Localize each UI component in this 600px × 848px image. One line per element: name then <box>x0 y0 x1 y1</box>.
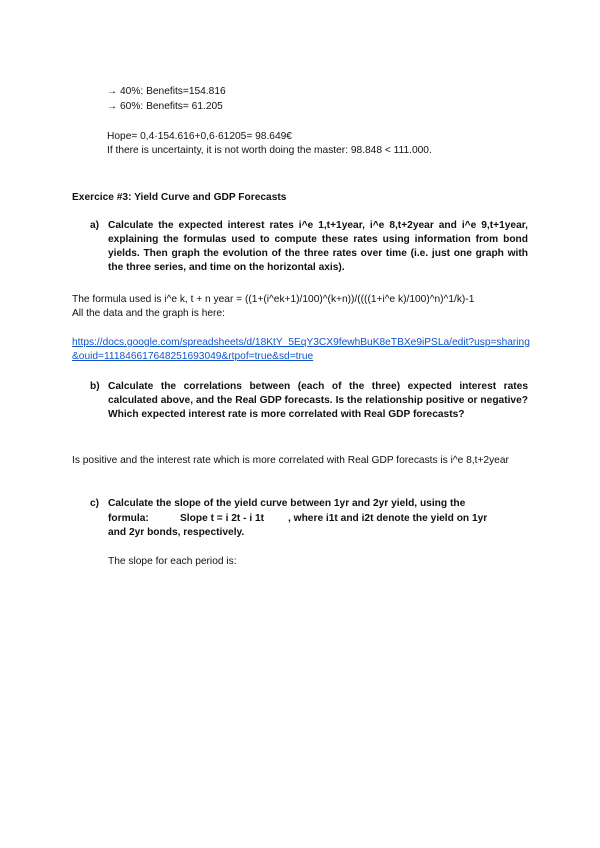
question-c-label: c) <box>90 498 100 509</box>
benefits-60-line: → 60%: Benefits= 61.205 <box>107 101 223 112</box>
answer-b-text: Is positive and the interest rate which is more correlated with Real GDP forecasts is i^e 8,t+2year <box>72 455 509 466</box>
benefits-40-line: → 40%: Benefits=154.816 <box>107 86 226 97</box>
question-a-label: a) <box>90 220 100 231</box>
spreadsheet-link[interactable]: https://docs.google.com/spreadsheets/d/18KtY_5EqY3CX9fewhBuK8eTBXe9iPSLa/edit?usp=sharing&ouid=111846617648251693049&rtpof=true&sd=true <box>72 337 530 362</box>
question-c-formula-label: formula: <box>108 513 149 524</box>
question-c-line1: Calculate the slope of the yield curve between 1yr and 2yr yield, using the <box>108 498 466 509</box>
question-b-text: Calculate the correlations between (each of the three) expected interest rates calculated above, and the Real GDP forecasts. Is the relationship positive or negative? Which expected interest rate is more correlated with Real GDP forecasts? <box>108 381 528 420</box>
question-a-text: Calculate the expected interest rates i^e 1,t+1year, i^e 8,t+2year and i^e 9,t+1year, explaining the formulas used to compute these rates using information from bond yields. Then graph the evolution of the three rates over time (i.e. just one graph with the three series, and time on the horizontal axis). <box>108 220 528 273</box>
question-b-label: b) <box>90 381 100 392</box>
exercise-title: Exercice #3: Yield Curve and GDP Forecasts <box>72 192 287 203</box>
question-c-formula-desc: , where i1t and i2t denote the yield on 1yr <box>288 513 488 524</box>
answer-c-text: The slope for each period is: <box>108 556 237 567</box>
answer-a-data-note: All the data and the graph is here: <box>72 308 225 319</box>
uncertainty-line: If there is uncertainty, it is not worth doing the master: 98.848 < 111.000. <box>107 145 432 156</box>
hope-line: Hope= 0,4·154.616+0,6·61205= 98.649€ <box>107 131 292 142</box>
question-c-line3: and 2yr bonds, respectively. <box>108 527 245 538</box>
answer-a-formula: The formula used is i^e k, t + n year = ((1+(i^ek+1)/100)^(k+n))/((((1+i^e k)/100)^n)^1/k)-1 <box>72 294 475 305</box>
question-c-slope-formula: Slope t = i 2t - i 1t <box>180 513 265 524</box>
